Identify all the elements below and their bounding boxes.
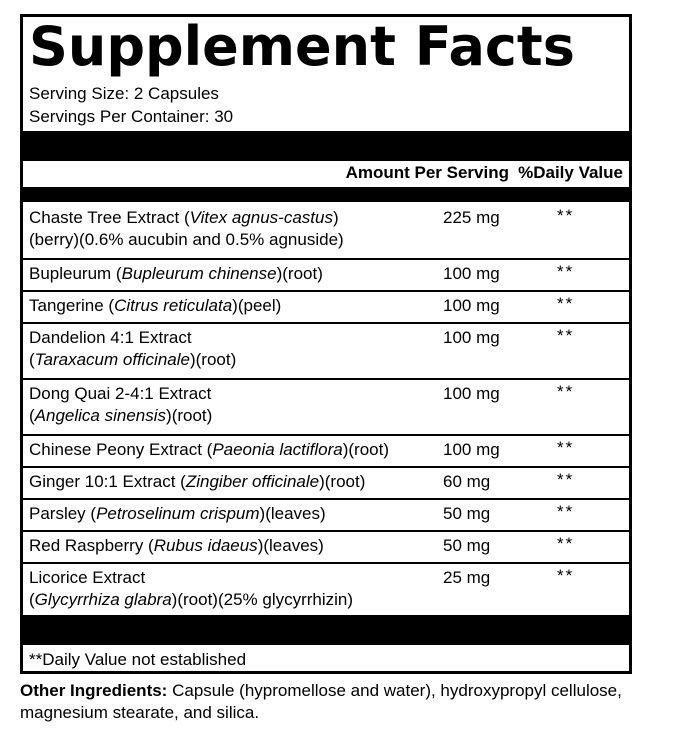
thick-divider-top bbox=[23, 131, 629, 161]
ingredient-text: Licorice Extract bbox=[29, 568, 146, 587]
ingredient-name bbox=[29, 327, 439, 371]
ingredient-amount: 225 mg bbox=[443, 208, 500, 227]
ingredient-name bbox=[29, 383, 439, 427]
ingredient-latin-name: Glycyrrhiza glabra bbox=[34, 590, 172, 609]
ingredient-daily-value: ** bbox=[557, 382, 575, 401]
ingredient-amount: 50 mg bbox=[443, 536, 491, 555]
ingredient-line-1 bbox=[29, 295, 439, 317]
ingredient-text: ( bbox=[29, 590, 35, 609]
ingredient-daily-value: ** bbox=[557, 206, 575, 225]
supplement-facts-panel bbox=[20, 14, 632, 674]
ingredient-text: Ginger 10:1 Extract ( bbox=[29, 472, 186, 491]
ingredient-line-2 bbox=[29, 349, 439, 371]
ingredient-line-2 bbox=[29, 405, 439, 427]
ingredient-latin-name: Angelica sinensis bbox=[34, 406, 167, 425]
ingredient-daily-value: ** bbox=[557, 326, 575, 345]
ingredient-name bbox=[29, 295, 439, 317]
ingredient-text: Bupleurum ( bbox=[29, 264, 122, 283]
ingredient-daily-value: ** bbox=[557, 294, 575, 313]
ingredient-latin-name: Vitex agnus-castus bbox=[189, 208, 333, 227]
ingredient-row bbox=[23, 564, 629, 620]
ingredient-daily-value: ** bbox=[557, 566, 575, 585]
panel-title: Supplement Facts bbox=[29, 15, 575, 78]
ingredient-amount: 100 mg bbox=[443, 384, 500, 403]
ingredient-line-1 bbox=[29, 503, 439, 525]
ingredient-row bbox=[23, 468, 629, 500]
ingredient-text: )(leaves) bbox=[257, 536, 324, 555]
ingredient-row bbox=[23, 292, 629, 324]
other-ingredients-text: Capsule (hypromellose and water), hydroxypropyl cellulose, magnesium stearate, and silica. bbox=[20, 681, 622, 722]
ingredient-line-1 bbox=[29, 535, 439, 557]
ingredient-amount: 100 mg bbox=[443, 264, 500, 283]
ingredient-daily-value: ** bbox=[557, 470, 575, 489]
ingredient-row bbox=[23, 532, 629, 564]
ingredient-amount: 100 mg bbox=[443, 328, 500, 347]
ingredient-line-1 bbox=[29, 567, 439, 589]
ingredient-latin-name: Bupleurum chinense bbox=[121, 264, 277, 283]
thick-divider-mid bbox=[23, 187, 629, 202]
ingredient-amount: 60 mg bbox=[443, 472, 491, 491]
ingredient-amount: 25 mg bbox=[443, 568, 491, 587]
ingredient-line-1 bbox=[29, 263, 439, 285]
ingredient-row bbox=[23, 380, 629, 436]
ingredient-row bbox=[23, 436, 629, 468]
ingredient-text: )(peel) bbox=[232, 296, 282, 315]
ingredient-text: )(root) bbox=[166, 406, 213, 425]
ingredient-latin-name: Taraxacum officinale bbox=[34, 350, 190, 369]
ingredient-name bbox=[29, 263, 439, 285]
ingredient-text: ( bbox=[29, 350, 35, 369]
ingredient-line-1 bbox=[29, 471, 439, 493]
ingredient-name bbox=[29, 207, 439, 251]
ingredient-text: Dandelion 4:1 Extract bbox=[29, 328, 192, 347]
ingredient-amount: 50 mg bbox=[443, 504, 491, 523]
ingredient-row bbox=[23, 260, 629, 292]
ingredient-latin-name: Paeonia lactiflora bbox=[212, 440, 343, 459]
ingredient-name bbox=[29, 567, 439, 611]
ingredient-text: )(root)(25% glycyrrhizin) bbox=[171, 590, 354, 609]
ingredient-text: (berry)(0.6% aucubin and 0.5% agnuside) bbox=[29, 230, 344, 249]
ingredient-latin-name: Zingiber officinale bbox=[185, 472, 320, 491]
ingredient-row bbox=[23, 324, 629, 380]
ingredient-line-2 bbox=[29, 229, 439, 251]
ingredient-text: ( bbox=[29, 406, 35, 425]
ingredient-line-1 bbox=[29, 439, 439, 461]
ingredient-line-1 bbox=[29, 327, 439, 349]
other-ingredients bbox=[20, 680, 660, 724]
ingredient-line-1 bbox=[29, 383, 439, 405]
ingredient-row bbox=[23, 500, 629, 532]
serving-size: Serving Size: 2 Capsules bbox=[29, 84, 219, 103]
ingredient-text: Chinese Peony Extract ( bbox=[29, 440, 213, 459]
daily-value-header: %Daily Value bbox=[518, 163, 623, 182]
column-header bbox=[23, 162, 629, 186]
ingredient-text: ) bbox=[332, 208, 339, 227]
ingredient-text: Parsley ( bbox=[29, 504, 97, 523]
ingredient-name bbox=[29, 471, 439, 493]
ingredient-daily-value: ** bbox=[557, 502, 575, 521]
thick-divider-bottom bbox=[23, 615, 629, 645]
ingredient-text: Red Raspberry ( bbox=[29, 536, 154, 555]
ingredient-line-2 bbox=[29, 589, 439, 611]
ingredient-row bbox=[23, 204, 629, 260]
ingredient-text: )(root) bbox=[342, 440, 390, 459]
other-ingredients-label: Other Ingredients: bbox=[20, 681, 168, 700]
ingredient-daily-value: ** bbox=[557, 262, 575, 281]
ingredient-text: )(root) bbox=[319, 472, 366, 491]
ingredient-text: )(leaves) bbox=[259, 504, 326, 523]
ingredient-text: Dong Quai 2-4:1 Extract bbox=[29, 384, 212, 403]
ingredient-text: )(root) bbox=[189, 350, 237, 369]
daily-value-footnote: **Daily Value not established bbox=[29, 650, 247, 669]
ingredient-text: Tangerine ( bbox=[29, 296, 115, 315]
ingredient-name bbox=[29, 535, 439, 557]
ingredient-latin-name: Petroselinum crispum bbox=[96, 504, 260, 523]
ingredient-amount: 100 mg bbox=[443, 440, 500, 459]
servings-per-container: Servings Per Container: 30 bbox=[29, 107, 234, 126]
ingredient-latin-name: Citrus reticulata bbox=[114, 296, 233, 315]
ingredient-daily-value: ** bbox=[557, 534, 575, 553]
amount-per-serving-header: Amount Per Serving bbox=[345, 163, 509, 182]
ingredient-name bbox=[29, 503, 439, 525]
ingredient-line-1 bbox=[29, 207, 439, 229]
ingredient-latin-name: Rubus idaeus bbox=[153, 536, 258, 555]
ingredient-daily-value: ** bbox=[557, 438, 575, 457]
ingredient-name bbox=[29, 439, 439, 461]
ingredient-amount: 100 mg bbox=[443, 296, 500, 315]
ingredient-text: Chaste Tree Extract ( bbox=[29, 208, 190, 227]
ingredient-text: )(root) bbox=[276, 264, 323, 283]
